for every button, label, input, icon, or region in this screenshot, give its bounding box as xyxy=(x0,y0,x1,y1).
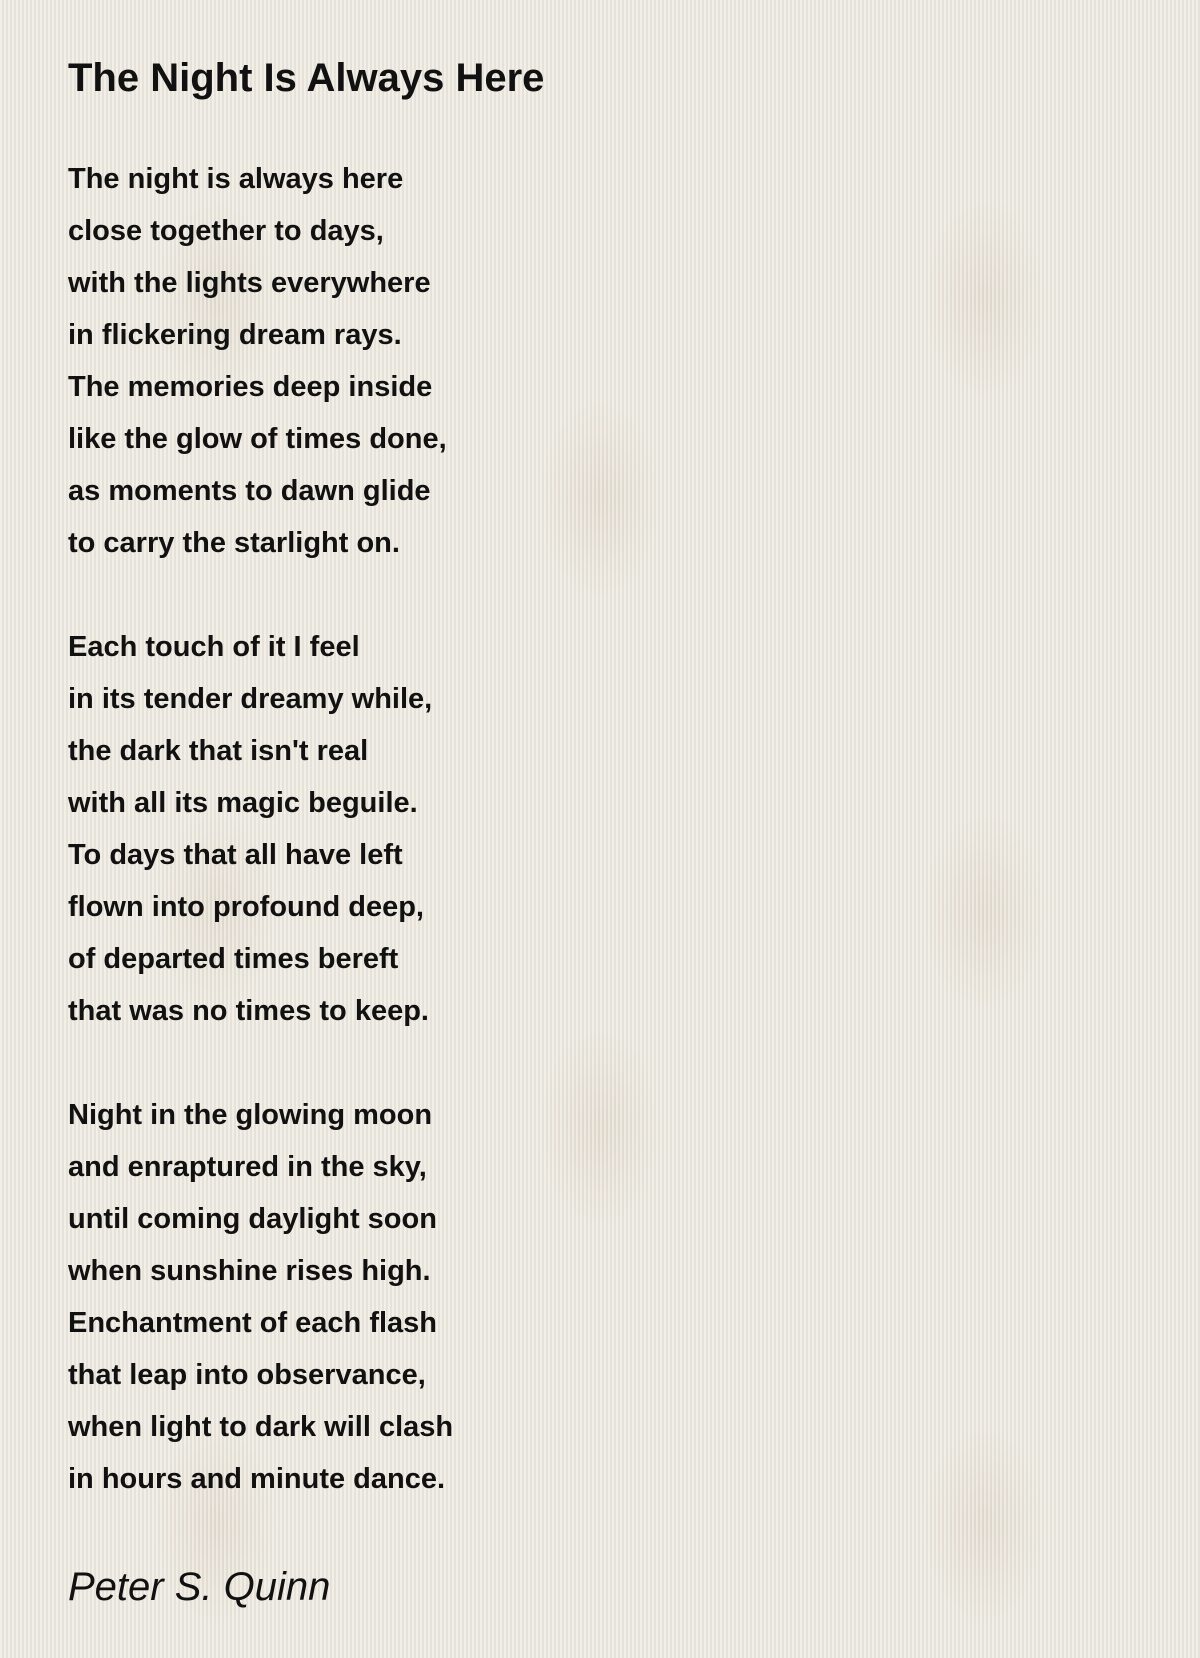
poem-line: with the lights everywhere xyxy=(68,267,431,299)
poem-page xyxy=(68,0,1148,1615)
stanza-3 xyxy=(68,1089,1148,1505)
poem-line: flown into profound deep, xyxy=(68,891,424,923)
poem-line: to carry the starlight on. xyxy=(68,527,400,559)
poem-line: Each touch of it I feel xyxy=(68,631,360,663)
poem-body xyxy=(68,153,1148,1505)
poem-line: with all its magic beguile. xyxy=(68,787,418,819)
poem-line: when sunshine rises high. xyxy=(68,1255,431,1287)
poem-line: in its tender dreamy while, xyxy=(68,683,433,715)
poem-line: the dark that isn't real xyxy=(68,735,369,767)
poem-line: until coming daylight soon xyxy=(68,1203,437,1235)
poem-author: Peter S. Quinn xyxy=(68,1565,331,1609)
poem-line: that was no times to keep. xyxy=(68,995,429,1027)
poem-line: Enchantment of each flash xyxy=(68,1307,438,1339)
poem-line: of departed times bereft xyxy=(68,943,399,975)
poem-line: The night is always here xyxy=(68,163,404,195)
poem-line: that leap into observance, xyxy=(68,1359,426,1391)
poem-line: like the glow of times done, xyxy=(68,423,447,455)
stanza-2 xyxy=(68,621,1148,1037)
poem-line: when light to dark will clash xyxy=(68,1411,454,1443)
poem-line: Night in the glowing moon xyxy=(68,1099,433,1131)
poem-line: The memories deep inside xyxy=(68,371,433,403)
poem-line: in hours and minute dance. xyxy=(68,1463,446,1495)
stanza-1 xyxy=(68,153,1148,569)
poem-line: To days that all have left xyxy=(68,839,403,871)
poem-line: as moments to dawn glide xyxy=(68,475,431,507)
poem-line: close together to days, xyxy=(68,215,384,247)
poem-line: in flickering dream rays. xyxy=(68,319,402,351)
poem-title: The Night Is Always Here xyxy=(68,56,545,100)
poem-line: and enraptured in the sky, xyxy=(68,1151,427,1183)
